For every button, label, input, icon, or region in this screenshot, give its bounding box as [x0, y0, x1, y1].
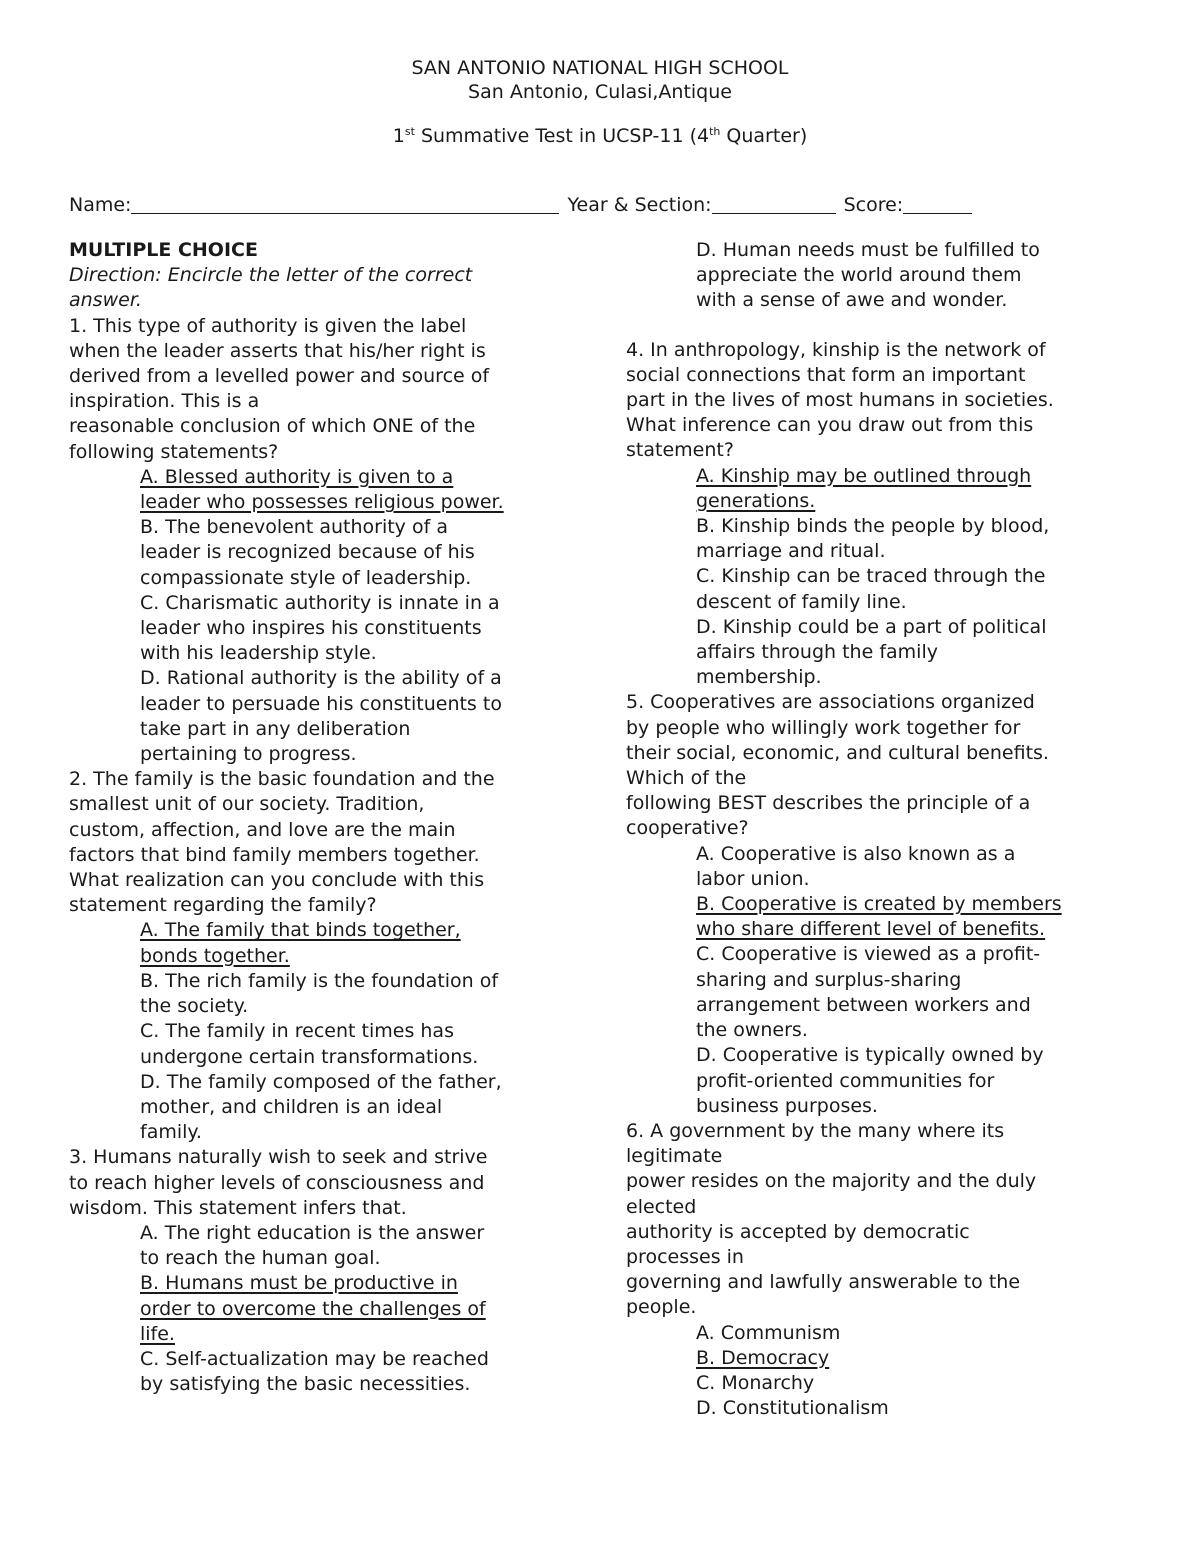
q2-choice-b[interactable]: B. The rich family is the foundation of the society.	[140, 969, 499, 1018]
q6-choice-d[interactable]: D. Constitutionalism	[696, 1397, 889, 1420]
question-1: 1. This type of authority is given the label when the leader asserts that his/her right is derived from a levelled power and source of inspiration. This is a reasonable conclusion of which ONE of the following statements?	[69, 314, 490, 463]
q1-choice-d[interactable]: D. Rational authority is the ability of a leader to persuade his constituents to take part in any deliberation pertaining to progress.	[140, 667, 502, 766]
q2-choice-d[interactable]: D. The family composed of the father, mother, and children is an ideal family.	[140, 1070, 502, 1144]
section-title: MULTIPLE CHOICE	[69, 239, 258, 261]
right-column	[626, 238, 1126, 1421]
q5-choice-a[interactable]: A. Cooperative is also known as a labor union.	[696, 842, 1016, 890]
q1-choice-b[interactable]: B. The benevolent authority of a leader is recognized because of his compassionate style of leadership.	[140, 516, 475, 589]
name-label: Name:	[69, 194, 132, 216]
name-field[interactable]	[131, 195, 559, 214]
q5-choice-c[interactable]: C. Cooperative is viewed as a profit- sharing and surplus-sharing arrangement between workers and the owners.	[696, 943, 1041, 1042]
score-field[interactable]	[903, 195, 972, 214]
test-title: 1st Summative Test in UCSP-11 (4th Quarter)	[392, 125, 808, 147]
q6-choice-a[interactable]: A. Communism	[696, 1321, 841, 1344]
q4-choice-b[interactable]: B. Kinship binds the people by blood, marriage and ritual.	[696, 515, 1050, 563]
q2-choice-c[interactable]: C. The family in recent times has undergone certain transformations.	[140, 1020, 479, 1068]
direction: Direction: Encircle the letter of the correct answer.	[69, 264, 473, 312]
q4-choice-a[interactable]: A. Kinship may be outlined through generations.	[696, 464, 1032, 512]
spacer	[626, 314, 1126, 338]
q3-choice-a[interactable]: A. The right education is the answer to reach the human goal.	[140, 1221, 485, 1270]
left-column	[69, 238, 569, 1397]
q2-choice-a[interactable]: A. The family that binds together, bonds together.	[140, 919, 461, 967]
q3-choice-b[interactable]: B. Humans must be productive in order to overcome the challenges of life.	[140, 1272, 486, 1345]
q3-choice-d[interactable]: D. Human needs must be fulfilled to appreciate the world around them with a sense of awe and wonder.	[696, 239, 1040, 312]
q5-choice-b[interactable]: B. Cooperative is created by members who share different level of benefits.	[696, 893, 1062, 941]
question-2: 2. The family is the basic foundation and the smallest unit of our society. Tradition, custom, affection, and love are the main factors that bind family members together. What realization can you conclude with this statement regarding the family?	[69, 768, 495, 917]
q6-choice-b[interactable]: B. Democracy	[696, 1346, 830, 1369]
question-3: 3. Humans naturally wish to seek and strive to reach higher levels of consciousness and wisdom. This statement infers that.	[69, 1146, 488, 1219]
q4-choice-c[interactable]: C. Kinship can be traced through the descent of family line.	[696, 565, 1046, 613]
score-label: Score:	[843, 194, 904, 216]
question-4: 4. In anthropology, kinship is the network of social connections that form an important part in the lives of most humans in societies. What inference can you draw out from this statement?	[626, 338, 1054, 462]
section-field[interactable]	[712, 195, 836, 214]
q3-choice-c[interactable]: C. Self-actualization may be reached by satisfying the basic necessities.	[140, 1347, 489, 1396]
school-address: San Antonio, Culasi,Antique	[468, 81, 732, 103]
question-5: 5. Cooperatives are associations organized by people who willingly work together for their social, economic, and cultural benefits. Which of the following BEST describes the principle of a cooperative?	[626, 691, 1049, 840]
q1-choice-c[interactable]: C. Charismatic authority is innate in a leader who inspires his constituents with his leadership style.	[140, 591, 500, 665]
school-name: SAN ANTONIO NATIONAL HIGH SCHOOL	[411, 57, 789, 79]
q4-choice-d[interactable]: D. Kinship could be a part of political affairs through the family membership.	[696, 615, 1047, 689]
question-6: 6. A government by the many where its legitimate power resides on the majority and the duly elected authority is accepted by democratic processes in governing and lawfully answerable to the people.	[626, 1119, 1037, 1319]
q1-choice-a[interactable]: A. Blessed authority is given to a leader who possesses religious power.	[140, 465, 504, 514]
q6-choice-c[interactable]: C. Monarchy	[696, 1371, 815, 1394]
q5-choice-d[interactable]: D. Cooperative is typically owned by profit-oriented communities for business purposes.	[696, 1044, 1044, 1117]
section-label: Year & Section:	[567, 194, 712, 216]
student-info-row	[69, 193, 972, 217]
